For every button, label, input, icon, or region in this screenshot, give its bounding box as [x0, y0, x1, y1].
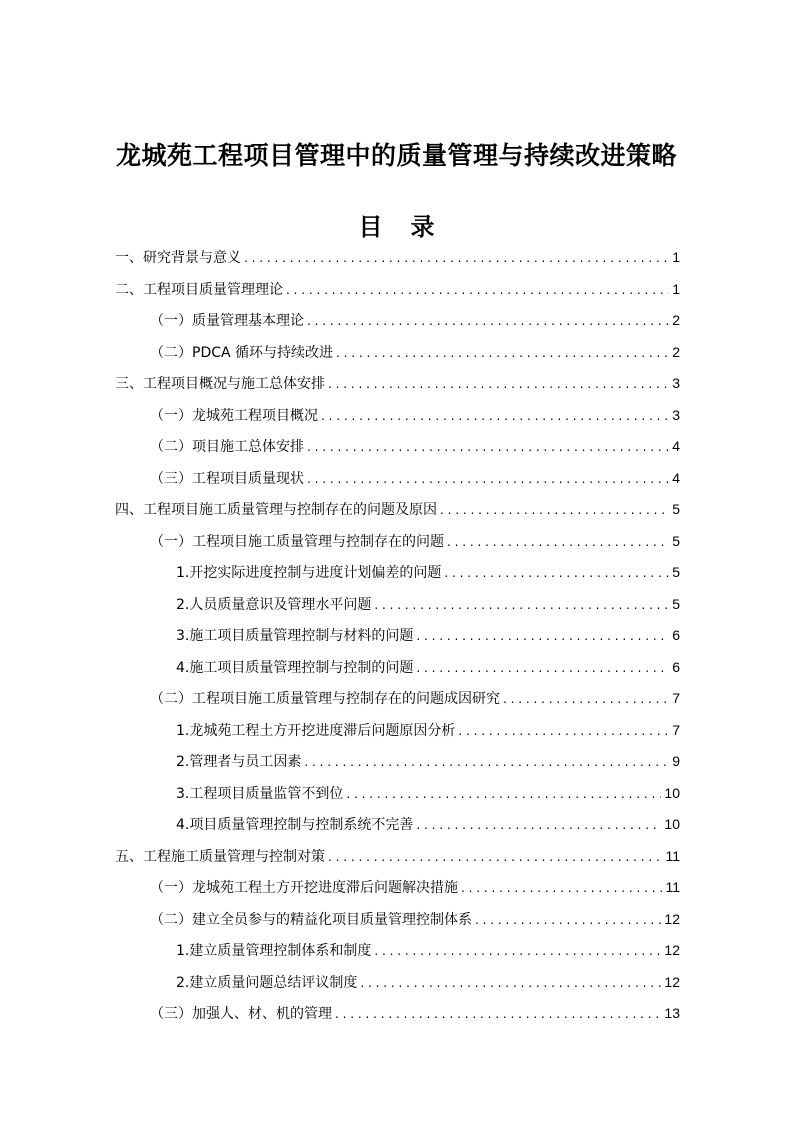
toc-page-number: 6	[672, 659, 680, 675]
toc-page-number: 10	[664, 785, 680, 801]
dot-leader	[416, 813, 661, 837]
toc-page-number: 1	[672, 249, 680, 265]
dot-leader	[307, 467, 669, 491]
toc-entry[interactable]	[176, 560, 680, 584]
toc-heading	[0, 207, 793, 242]
toc-entry-label: 1.建立质量管理控制体系和制度	[176, 943, 372, 959]
toc-entry-label: 五、工程施工质量管理与控制对策	[115, 849, 325, 865]
toc-entry[interactable]	[115, 844, 680, 868]
dot-leader	[336, 341, 669, 365]
dot-leader	[440, 498, 669, 522]
toc-entry-label: （三）工程项目质量现状	[150, 471, 304, 487]
toc-entry-label: （一）龙城苑工程土方开挖进度滞后问题解决措施	[150, 880, 458, 896]
toc-page-number: 6	[672, 627, 680, 643]
toc-entry-label: （二）PDCA 循环与持续改进	[150, 345, 334, 361]
dot-leader	[328, 845, 662, 869]
toc-page-number: 13	[664, 1005, 680, 1021]
toc-page-number: 5	[672, 596, 680, 612]
toc-entry-label: （三）加强人、材、机的管理	[150, 1006, 332, 1022]
dot-leader	[244, 246, 669, 270]
dot-leader	[416, 624, 669, 648]
toc-page-number: 7	[672, 690, 680, 706]
toc-entry-label: （二）工程项目施工质量管理与控制存在的问题成因研究	[150, 691, 500, 707]
toc-page-number: 12	[664, 911, 680, 927]
toc-entry-label: 4.项目质量管理控制与控制系统不完善	[176, 817, 414, 833]
dot-leader	[416, 656, 669, 680]
toc-entry[interactable]	[176, 812, 680, 836]
toc-entry[interactable]	[176, 655, 680, 679]
toc-entry-label: 1.开挖实际进度控制与进度计划偏差的问题	[176, 565, 442, 581]
toc-entry[interactable]	[115, 371, 680, 395]
dot-leader	[447, 530, 669, 554]
toc-entry[interactable]	[176, 623, 680, 647]
dot-leader	[475, 908, 661, 932]
dot-leader	[503, 687, 669, 711]
dot-leader	[304, 750, 669, 774]
toc-page-number: 2	[672, 344, 680, 360]
toc-page-number: 4	[672, 470, 680, 486]
toc-entry-label: （一）质量管理基本理论	[150, 313, 304, 329]
dot-leader	[307, 309, 669, 333]
toc-entry[interactable]	[176, 718, 680, 742]
dot-leader	[374, 593, 669, 617]
dot-leader	[328, 372, 669, 396]
dot-leader	[286, 278, 669, 302]
toc-entry[interactable]	[150, 434, 680, 458]
dot-leader	[346, 782, 661, 806]
toc-entry[interactable]	[115, 497, 680, 521]
toc-entry-label: （一）龙城苑工程项目概况	[150, 408, 318, 424]
dot-leader	[335, 1002, 661, 1026]
toc-entry-label: 3.工程项目质量监管不到位	[176, 786, 344, 802]
toc-entry[interactable]	[176, 938, 680, 962]
toc-entry[interactable]	[115, 245, 680, 269]
toc-entry-label: 二、工程项目质量管理理论	[115, 282, 283, 298]
toc-page-number: 12	[664, 942, 680, 958]
toc-entry-label: 4.施工项目质量管理控制与控制的问题	[176, 660, 414, 676]
toc-entry-label: 2.管理者与员工因素	[176, 754, 302, 770]
toc-entry-label: （二）建立全员参与的精益化项目质量管理控制体系	[150, 912, 472, 928]
toc-entry-label: 2.人员质量意识及管理水平问题	[176, 597, 372, 613]
dot-leader	[360, 971, 661, 995]
dot-leader	[461, 876, 662, 900]
toc-entry[interactable]	[176, 749, 680, 773]
toc-entry-label: 3.施工项目质量管理控制与材料的问题	[176, 628, 414, 644]
toc-page-number: 9	[672, 753, 680, 769]
toc-entry[interactable]	[150, 308, 680, 332]
toc-page-number: 11	[665, 848, 680, 864]
toc-page-number: 3	[672, 407, 680, 423]
toc-entry[interactable]	[176, 781, 680, 805]
toc-heading-char: 录	[410, 213, 435, 241]
toc-entry[interactable]	[150, 686, 680, 710]
toc-entry-label: 三、工程项目概况与施工总体安排	[115, 376, 325, 392]
toc-entry-label: （一）工程项目施工质量管理与控制存在的问题	[150, 534, 444, 550]
toc-page-number: 5	[672, 564, 680, 580]
toc-entry-label: 一、研究背景与意义	[115, 250, 241, 266]
dot-leader	[321, 404, 669, 428]
toc-entry[interactable]	[150, 875, 680, 899]
toc-page-number: 5	[672, 533, 680, 549]
toc-page-number: 1	[672, 281, 680, 297]
toc-page-number: 11	[665, 879, 680, 895]
dot-leader	[458, 719, 669, 743]
toc-entry[interactable]	[150, 466, 680, 490]
toc-heading-char: 目	[358, 213, 383, 241]
toc-page-number: 10	[664, 816, 680, 832]
toc-entry[interactable]	[150, 1001, 680, 1025]
toc-page-number: 7	[672, 722, 680, 738]
dot-leader	[374, 939, 661, 963]
toc-entry[interactable]	[150, 529, 680, 553]
dot-leader	[307, 435, 669, 459]
toc-entry[interactable]	[150, 907, 680, 931]
toc-page-number: 2	[672, 312, 680, 328]
toc-entry-label: 1.龙城苑工程土方开挖进度滞后问题原因分析	[176, 723, 456, 739]
toc-page-number: 5	[672, 501, 680, 517]
toc-entry-label: 2.建立质量问题总结评议制度	[176, 975, 358, 991]
toc-entry[interactable]	[176, 592, 680, 616]
toc-entry-label: 四、工程项目施工质量管理与控制存在的问题及原因	[115, 502, 437, 518]
toc-page-number: 12	[664, 974, 680, 990]
toc-entry-label: （二）项目施工总体安排	[150, 439, 304, 455]
toc-entry[interactable]	[176, 970, 680, 994]
toc-page-number: 4	[672, 438, 680, 454]
toc-entry[interactable]	[150, 403, 680, 427]
dot-leader	[444, 561, 669, 585]
toc-entry[interactable]	[115, 277, 680, 301]
toc-entry[interactable]	[150, 340, 680, 364]
toc-page-number: 3	[672, 375, 680, 391]
document-title: 龙城苑工程项目管理中的质量管理与持续改进策略	[115, 141, 677, 170]
